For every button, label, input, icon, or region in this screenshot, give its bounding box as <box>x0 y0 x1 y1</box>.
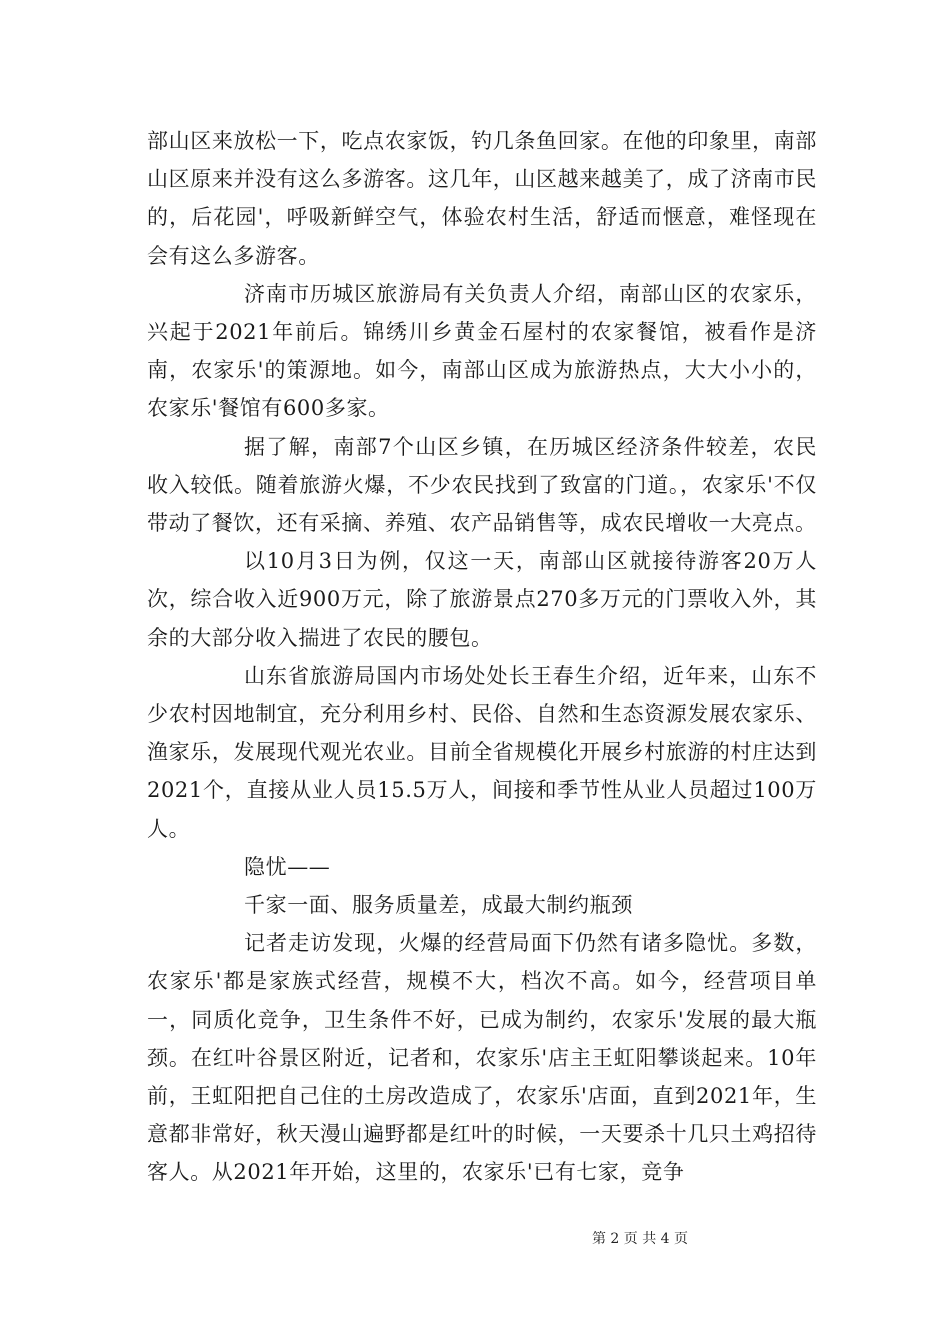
page-footer <box>0 1228 950 1248</box>
section-subheading: 千家一面、服务质量差，成最大制约瓶颈 <box>244 893 633 918</box>
paragraph: 据了解，南部7个山区乡镇，在历城区经济条件较差，农民收入较低。随着旅游火爆，不少农民找到了致富的门道。，农家乐'不仅带动了餐饮，还有采摘、养殖、农产品销售等，成农民增收一大亮点。 <box>147 434 817 536</box>
paragraph: 以10月3日为例，仅这一天，南部山区就接待游客20万人次，综合收入近900万元，除了旅游景点270多万元的门票收入外，其余的大部分收入揣进了农民的腰包。 <box>147 549 817 650</box>
paragraph: 济南市历城区旅游局有关负责人介绍，南部山区的农家乐，兴起于2021年前后。锦绣川乡黄金石屋村的农家餐馆，被看作是济南，农家乐'的策源地。如今，南部山区成为旅游热点，大大小小的，农家乐'餐馆有600多家。 <box>147 281 817 421</box>
paragraph: 山东省旅游局国内市场处处长王春生介绍，近年来，山东不少农村因地制宜，充分利用乡村、民俗、自然和生态资源发展农家乐、渔家乐，发展现代观光农业。目前全省规模化开展乡村旅游的村庄达到2021个，直接从业人员15.5万人，间接和季节性从业人员超过100万人。 <box>147 663 817 841</box>
section-heading: 隐忧—— <box>244 854 331 879</box>
page-number: 第 2 页 共 4 页 <box>591 1231 689 1247</box>
paragraph-continued: 部山区来放松一下，吃点农家饭，钓几条鱼回家。在他的印象里，南部山区原来并没有这么多游客。这几年，山区越来越美了，成了济南市民的，后花园'，呼吸新鲜空气，体验农村生活，舒适而惬意，难怪现在会有这么多游客。 <box>147 129 817 268</box>
paragraph: 记者走访发现，火爆的经营局面下仍然有诸多隐忧。多数，农家乐'都是家族式经营，规模不大，档次不高。如今，经营项目单一，同质化竞争，卫生条件不好，已成为制约，农家乐'发展的最大瓶颈。在红叶谷景区附近，记者和，农家乐'店主王虹阳攀谈起来。10年前，王虹阳把自己住的土房改造成了，农家乐'店面，直到2021年，生意都非常好，秋天漫山遍野都是红叶的时候，一天要杀十几只土鸡招待客人。从2021年开始，这里的，农家乐'已有七家，竞争 <box>147 931 817 1185</box>
document-body <box>147 122 817 1192</box>
